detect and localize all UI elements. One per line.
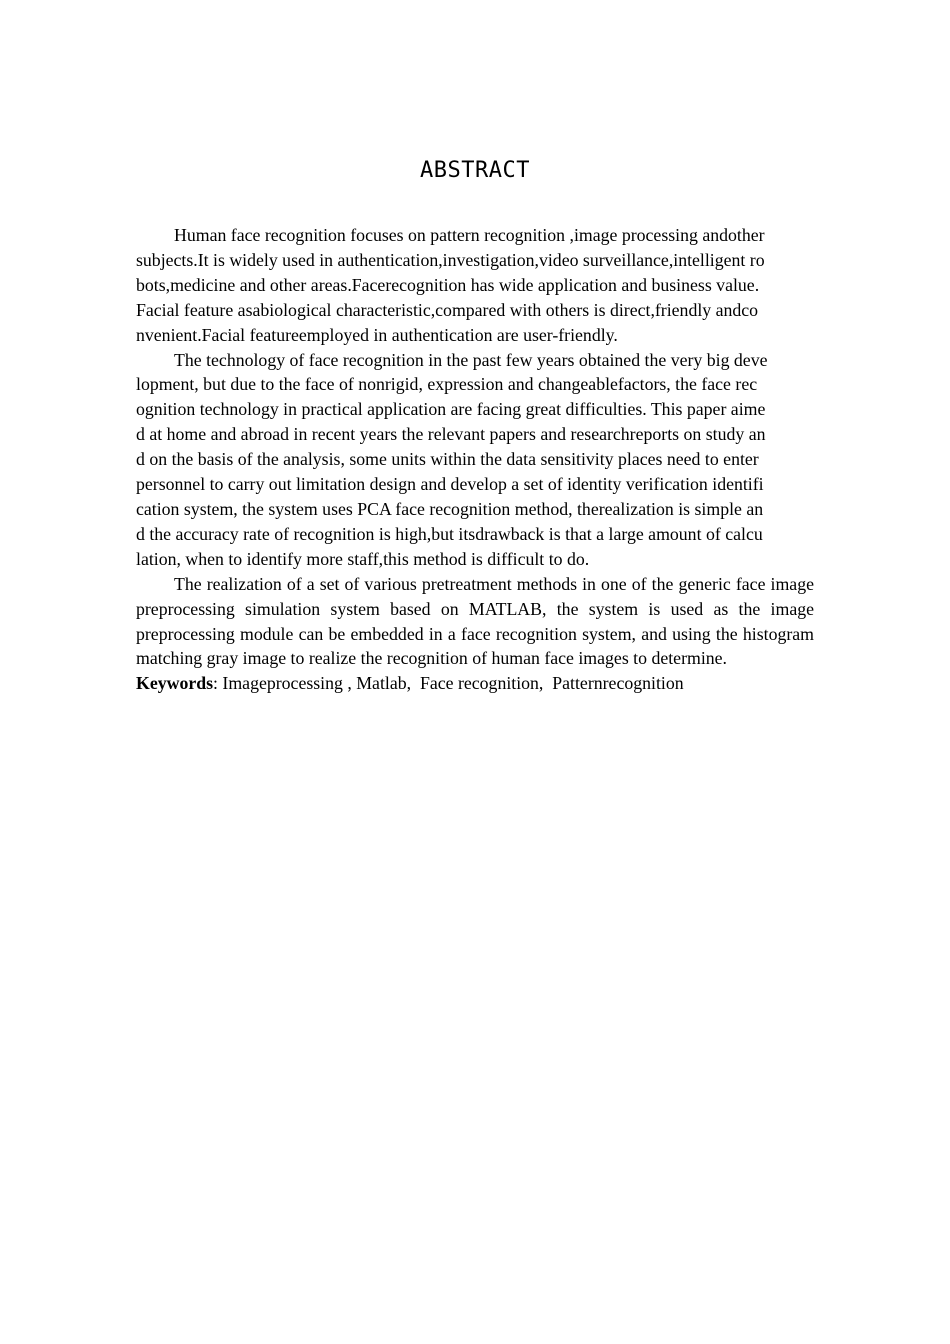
paragraph-line: Human face recognition focuses on pattern recognition ,image processing andother: [174, 225, 765, 245]
paragraph-line: cation system, the system uses PCA face recognition method, therealization is simple an: [136, 498, 764, 519]
paragraph-line: The technology of face recognition in the past few years obtained the very big deve: [174, 349, 768, 370]
abstract-paragraph-3: The realization of a set of various pretreatment methods in one of the generic face image preprocessing simulation system based on MATLAB, the system is used as the image preprocessing module can be embedded in a face recognition system, and using the histogram matching gray image to realize the recognition of human face images to determine.: [136, 573, 814, 669]
paragraph-line: d the accuracy rate of recognition is high,but itsdrawback is that a large amount of calcu: [136, 523, 763, 544]
abstract-body: [136, 223, 814, 696]
paragraph-line: d on the basis of the analysis, some units within the data sensitivity places need to enter: [136, 449, 759, 470]
paragraph-line: lation, when to identify more staff,this method is difficult to do.: [136, 548, 590, 569]
paragraph-line: subjects.It is widely used in authentication,investigation,video surveillance,intelligent ro: [136, 249, 765, 270]
paragraph-line: ognition technology in practical application are facing great difficulties. This paper aime: [136, 399, 766, 420]
paragraph-line: lopment, but due to the face of nonrigid, expression and changeablefactors, the face rec: [136, 374, 758, 395]
keywords-label: Keywords: [136, 673, 214, 694]
paragraph-line: nvenient.Facial featureemployed in authentication are user-friendly.: [136, 324, 618, 345]
paragraph-line: Facial feature asabiological characteristic,compared with others is direct,friendly andco: [136, 299, 759, 320]
abstract-title: ABSTRACT: [420, 158, 530, 183]
abstract-paragraph-1: [136, 223, 814, 348]
paragraph-line: personnel to carry out limitation design and develop a set of identity verification identifi: [136, 474, 764, 495]
paragraph-line: bots,medicine and other areas.Facerecognition has wide application and business value.: [136, 274, 760, 295]
keywords-line: [136, 671, 814, 696]
abstract-paragraph-2: [136, 348, 814, 572]
paragraph-line: d at home and abroad in recent years the relevant papers and researchreports on study an: [136, 424, 766, 445]
keywords-list: : Imageprocessing , Matlab, Face recognition, Patternrecognition: [213, 673, 684, 694]
